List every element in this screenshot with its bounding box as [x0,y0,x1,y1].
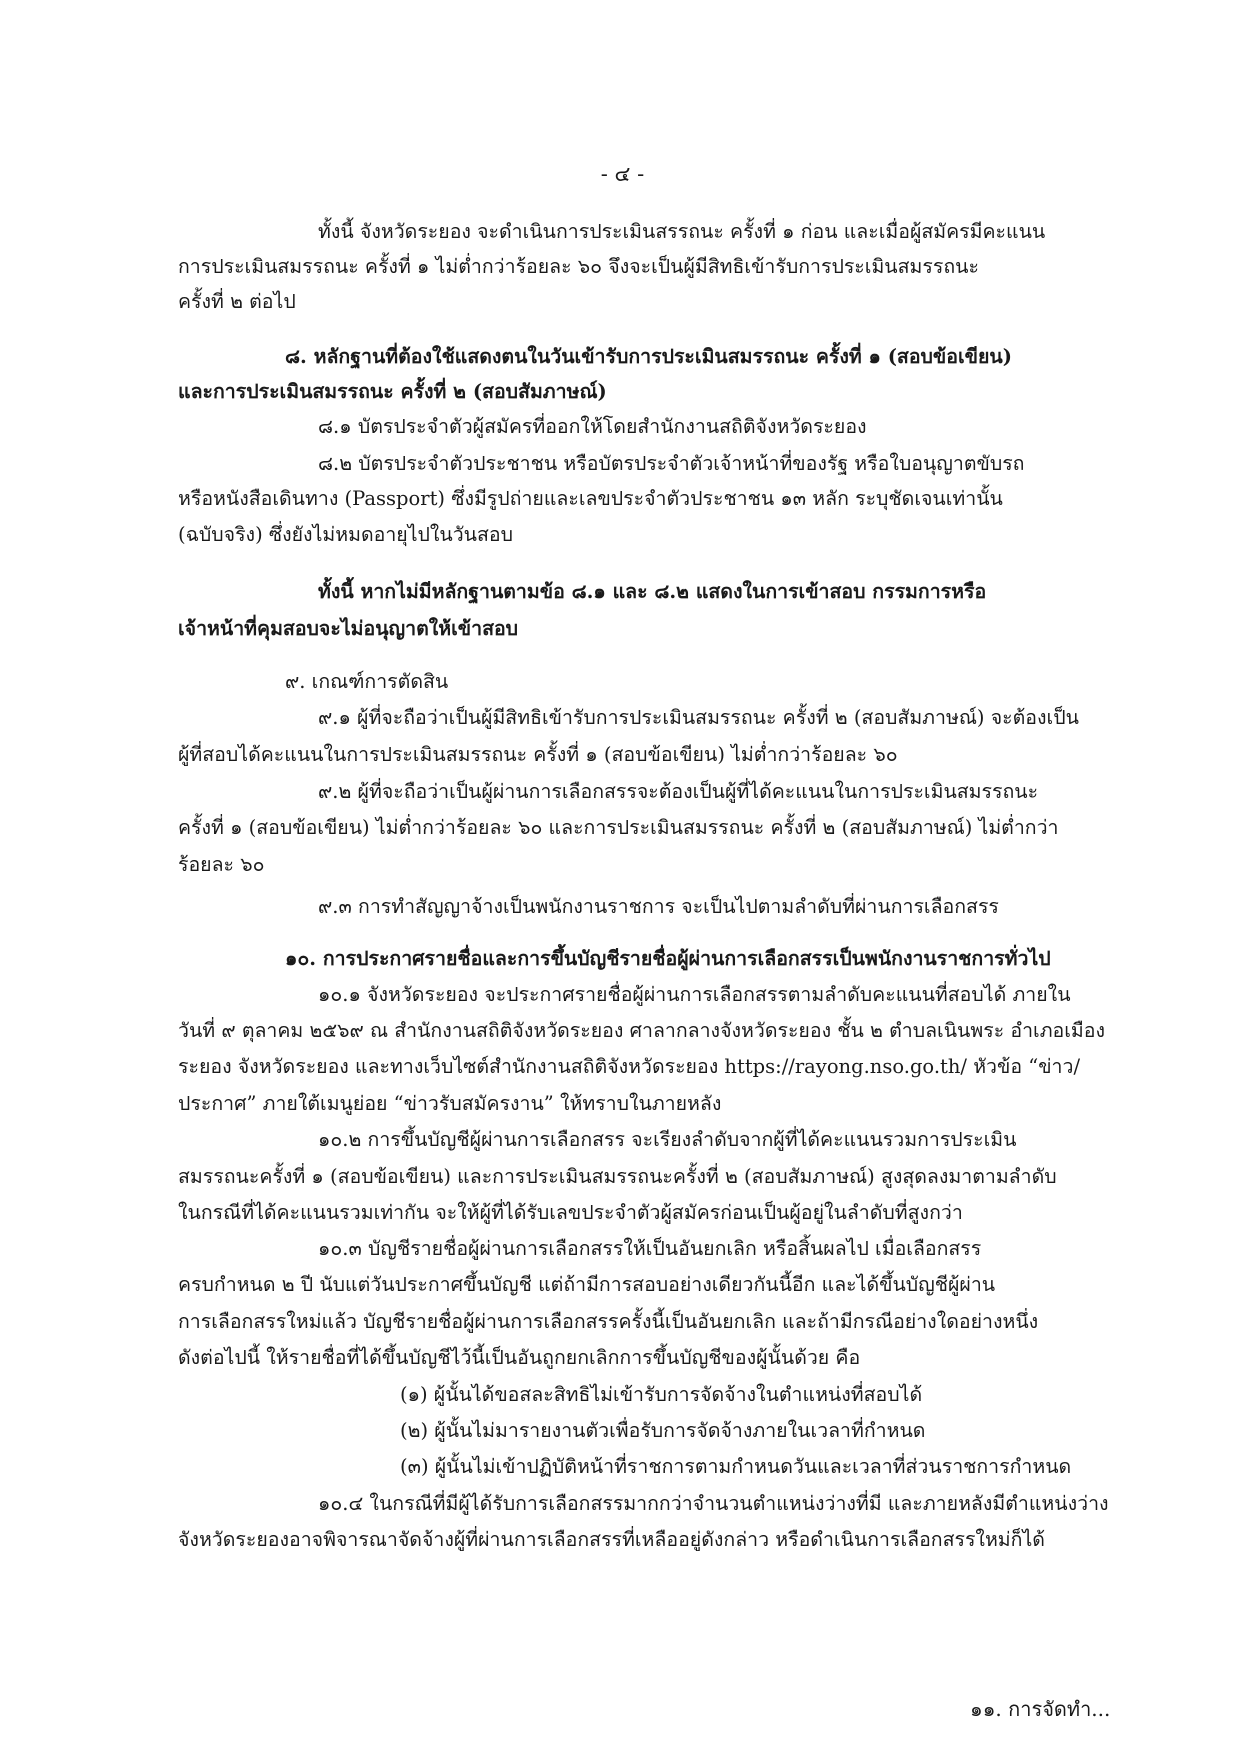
footer-continuation: ๑๑. การจัดทำ... [970,1697,1111,1721]
text-line: ร้อยละ ๖๐ [178,853,265,876]
section-10-heading: ๑๐. การประกาศรายชื่อและการขึ้นบัญชีรายชื่อผู้ผ่านการเลือกสรรเป็นพนักงานราชการทั่วไป [285,947,1051,970]
text-line: ทั้งนี้ จังหวัดระยอง จะดำเนินการประเมินสรรถนะ ครั้งที่ ๑ ก่อน และเมื่อผู้สมัครมีคะแนน [318,220,1046,243]
text-line: ๘.๒ บัตรประจำตัวประชาชน หรือบัตรประจำตัวเจ้าหน้าที่ของรัฐ หรือใบอนุญาตขับรถ [318,452,1025,475]
text-line: ๑๐.๑ จังหวัดระยอง จะประกาศรายชื่อผู้ผ่านการเลือกสรรตามลำดับคะแนนที่สอบได้ ภายใน [318,983,1071,1006]
notice-bold: ทั้งนี้ หากไม่มีหลักฐานตามข้อ ๘.๑ และ ๘.๒ แสดงในการเข้าสอบ กรรมการหรือ [318,580,987,603]
text-line: การเลือกสรรใหม่แล้ว บัญชีรายชื่อผู้ผ่านการเลือกสรรครั้งนี้เป็นอันยกเลิก และถ้ามีกรณีอย่างใดอย่างหนึ่ง [178,1310,1039,1333]
notice-bold-cont: เจ้าหน้าที่คุมสอบจะไม่อนุญาตให้เข้าสอบ [178,617,519,640]
text-line: การประเมินสมรรถนะ ครั้งที่ ๑ ไม่ต่ำกว่าร้อยละ ๖๐ จึงจะเป็นผู้มีสิทธิเข้ารับการประเมินสมรรถนะ [178,255,979,278]
text-line: ๘.๑ บัตรประจำตัวผู้สมัครที่ออกให้โดยสำนักงานสถิติจังหวัดระยอง [318,415,867,438]
text-line: ๑๐.๓ บัญชีรายชื่อผู้ผ่านการเลือกสรรให้เป็นอันยกเลิก หรือสิ้นผลไป เมื่อเลือกสรร [318,1237,982,1260]
section-9-heading: ๙. เกณฑ์การตัดสิน [285,670,449,693]
text-line: (ฉบับจริง) ซึ่งยังไม่หมดอายุไปในวันสอบ [178,523,514,546]
page-number: - ๔ - [600,162,645,186]
section-8-heading-cont: และการประเมินสมรรถนะ ครั้งที่ ๒ (สอบสัมภาษณ์) [178,380,607,403]
text-line: ครั้งที่ ๒ ต่อไป [178,290,296,313]
text-line: ๙.๒ ผู้ที่จะถือว่าเป็นผู้ผ่านการเลือกสรรจะต้องเป็นผู้ที่ได้คะแนนในการประเมินสมรรถนะ [318,780,1039,803]
text-line: ผู้ที่สอบได้คะแนนในการประเมินสมรรถนะ ครั้งที่ ๑ (สอบข้อเขียน) ไม่ต่ำกว่าร้อยละ ๖๐ [178,743,898,766]
text-line: ประกาศ” ภายใต้เมนูย่อย “ข่าวรับสมัครงาน” ให้ทราบในภายหลัง [178,1092,722,1115]
section-8-heading: ๘. หลักฐานที่ต้องใช้แสดงตนในวันเข้ารับการประเมินสมรรถนะ ครั้งที่ ๑ (สอบข้อเขียน) [285,345,1012,368]
text-line: สมรรถนะครั้งที่ ๑ (สอบข้อเขียน) และการประเมินสมรรถนะครั้งที่ ๒ (สอบสัมภาษณ์) สูงสุดลงมาตามลำดับ [178,1165,1057,1188]
list-item: (๑) ผู้นั้นได้ขอสละสิทธิไม่เข้ารับการจัดจ้างในตำแหน่งที่สอบได้ [400,1383,923,1406]
text-line: ๑๐.๔ ในกรณีที่มีผู้ได้รับการเลือกสรรมากกว่าจำนวนตำแหน่งว่างที่มี และภายหลังมีตำแหน่งว่าง [318,1492,1109,1515]
text-line: ระยอง จังหวัดระยอง และทางเว็บไซต์สำนักงานสถิติจังหวัดระยอง https://rayong.nso.go.th/ หัวข้อ “ข่าว/ [178,1055,1081,1078]
text-line: ครั้งที่ ๑ (สอบข้อเขียน) ไม่ต่ำกว่าร้อยละ ๖๐ และการประเมินสมรรถนะ ครั้งที่ ๒ (สอบสัมภาษณ์) ไม่ต่ำกว่า [178,816,1059,839]
text-line: หรือหนังสือเดินทาง (Passport) ซึ่งมีรูปถ่ายและเลขประจำตัวประชาชน ๑๓ หลัก ระบุชัดเจนเท่านั้น [178,487,1003,510]
list-item: (๓) ผู้นั้นไม่เข้าปฏิบัติหน้าที่ราชการตามกำหนดวันและเวลาที่ส่วนราชการกำหนด [400,1455,1072,1478]
text-line: ๙.๓ การทำสัญญาจ้างเป็นพนักงานราชการ จะเป็นไปตามลำดับที่ผ่านการเลือกสรร [318,895,999,918]
text-line: ๙.๑ ผู้ที่จะถือว่าเป็นผู้มีสิทธิเข้ารับการประเมินสมรรถนะ ครั้งที่ ๒ (สอบสัมภาษณ์) จะต้องเป็น [318,706,1079,729]
text-line: ครบกำหนด ๒ ปี นับแต่วันประกาศขึ้นบัญชี แต่ถ้ามีการสอบอย่างเดียวกันนี้อีก และได้ขึ้นบัญชีผู้ผ่าน [178,1273,996,1296]
text-line: ๑๐.๒ การขึ้นบัญชีผู้ผ่านการเลือกสรร จะเรียงลำดับจากผู้ที่ได้คะแนนรวมการประเมิน [318,1128,1017,1151]
text-line: ในกรณีที่ได้คะแนนรวมเท่ากัน จะให้ผู้ที่ได้รับเลขประจำตัวผู้สมัครก่อนเป็นผู้อยู่ในลำดับที่สูงกว่า [178,1201,963,1224]
text-line: จังหวัดระยองอาจพิจารณาจัดจ้างผู้ที่ผ่านการเลือกสรรที่เหลืออยู่ดังกล่าว หรือดำเนินการเลือกสรรใหม่ก็ได้ [178,1528,1045,1551]
list-item: (๒) ผู้นั้นไม่มารายงานตัวเพื่อรับการจัดจ้างภายในเวลาที่กำหนด [400,1419,926,1442]
text-line: ดังต่อไปนี้ ให้รายชื่อที่ได้ขึ้นบัญชีไว้นี้เป็นอันถูกยกเลิกการขึ้นบัญชีของผู้นั้นด้วย คือ [178,1346,861,1369]
text-line: วันที่ ๙ ตุลาคม ๒๕๖๙ ณ สำนักงานสถิติจังหวัดระยอง ศาลากลางจังหวัดระยอง ชั้น ๒ ตำบลเนินพระ อำเภอเมือง [178,1019,1106,1042]
